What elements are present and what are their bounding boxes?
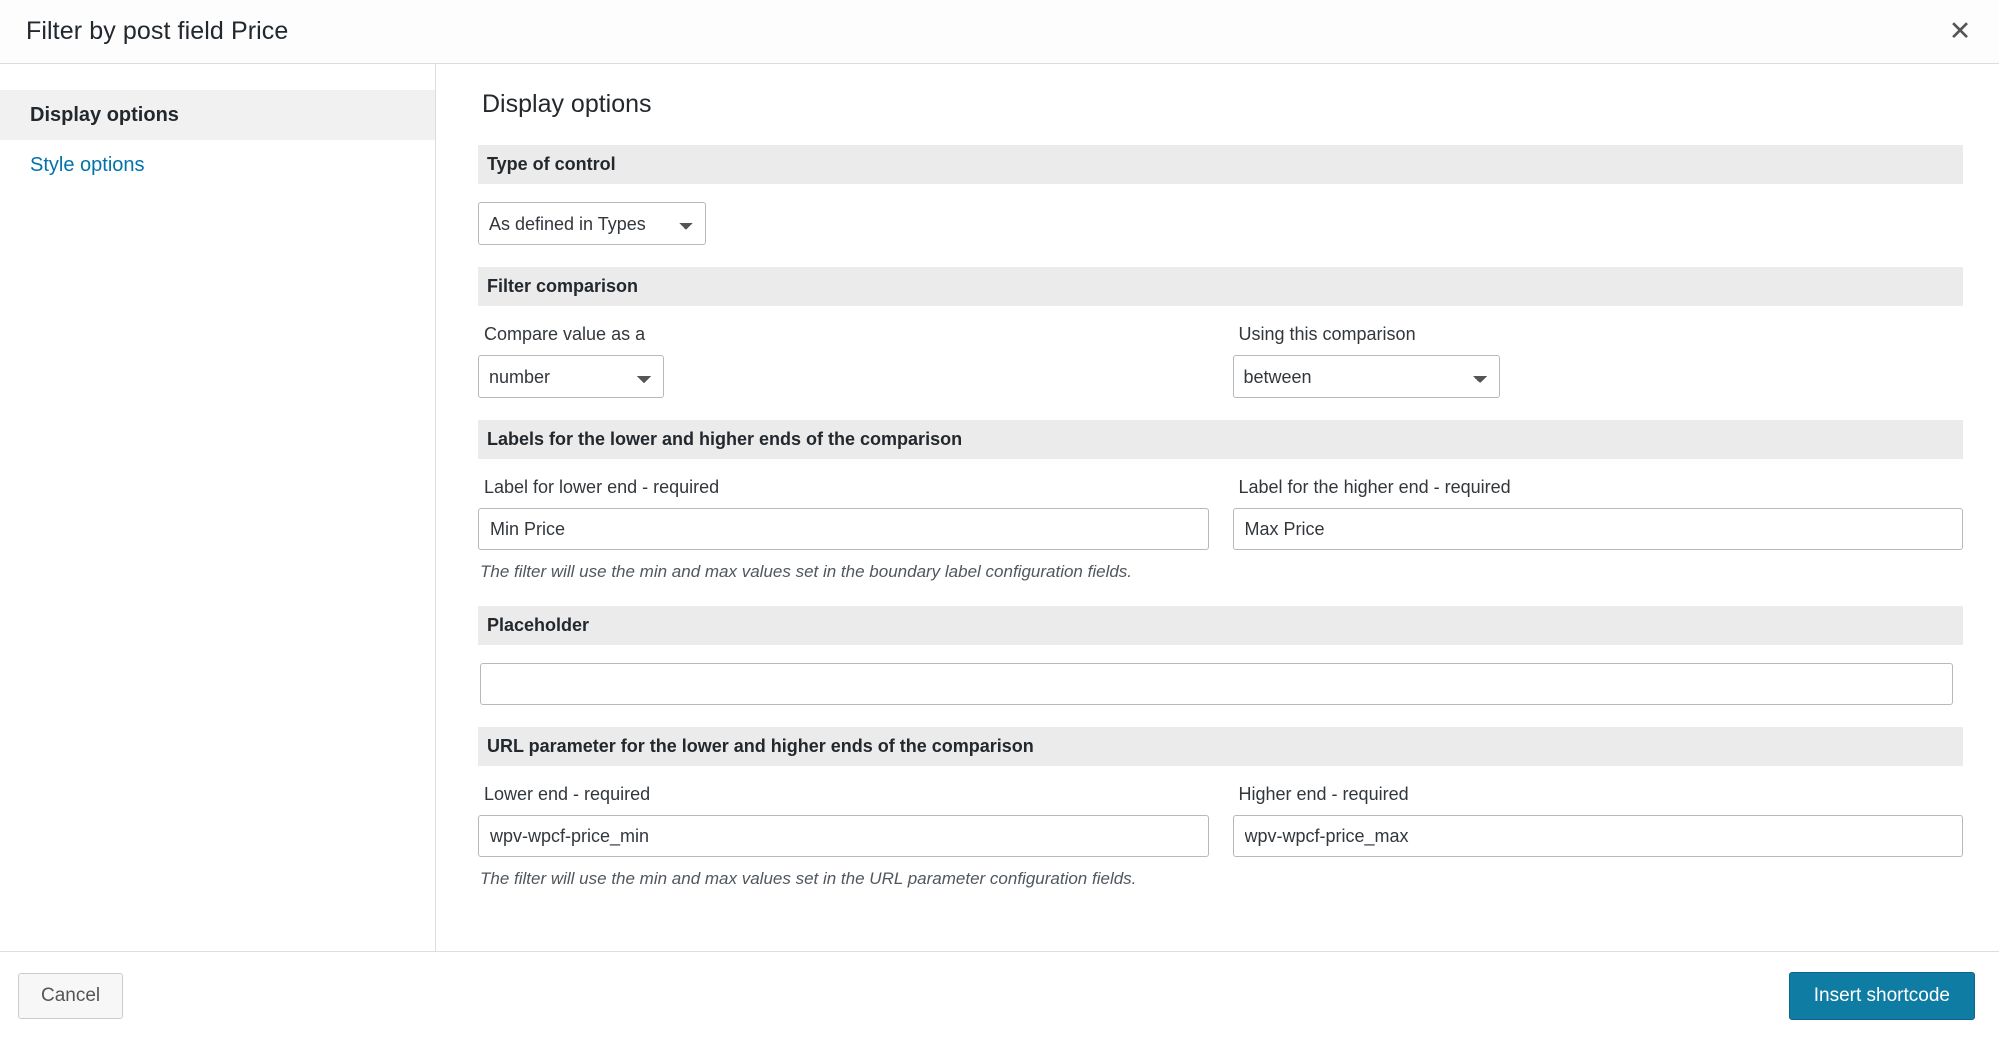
label-higher-end-field (1233, 477, 1964, 550)
labels-hint: The filter will use the min and max values set in the boundary label configuration fields. (480, 562, 1133, 581)
compare-value-as-field (478, 324, 1209, 398)
url-lower-end-field (478, 784, 1209, 857)
sidebar-item-label: Display options (30, 104, 179, 126)
url-higher-end-input[interactable] (1233, 815, 1964, 857)
cancel-button[interactable]: Cancel (18, 973, 123, 1019)
type-of-control-select[interactable] (478, 202, 706, 245)
section-heading-url-parameter: URL parameter for the lower and higher ends of the comparison (478, 727, 1963, 766)
modal-header (0, 0, 1999, 64)
using-comparison-label: Using this comparison (1238, 324, 1416, 344)
url-lower-end-input[interactable] (478, 815, 1209, 857)
modal-body (0, 64, 1999, 951)
section-heading-type-of-control: Type of control (478, 145, 1963, 184)
section-heading-filter-comparison: Filter comparison (478, 267, 1963, 306)
placeholder-input[interactable] (480, 663, 1953, 705)
insert-shortcode-button[interactable]: Insert shortcode (1789, 972, 1975, 1020)
url-parameter-hint: The filter will use the min and max values set in the URL parameter configuration fields. (480, 869, 1137, 888)
sidebar-item-style-options[interactable] (0, 140, 435, 190)
content-title: Display options (482, 90, 652, 118)
using-comparison-select[interactable] (1233, 355, 1500, 398)
url-higher-end-label: Higher end - required (1238, 784, 1409, 804)
compare-value-as-select[interactable] (478, 355, 664, 398)
label-lower-end-input[interactable] (478, 508, 1209, 550)
modal-footer (0, 951, 1999, 1039)
sidebar-item-display-options[interactable] (0, 90, 435, 140)
section-heading-labels: Labels for the lower and higher ends of the comparison (478, 420, 1963, 459)
page-title: Filter by post field Price (26, 17, 289, 45)
using-comparison-field (1233, 324, 1964, 398)
main-content (436, 64, 1999, 951)
label-higher-end-label: Label for the higher end - required (1238, 477, 1511, 497)
label-higher-end-input[interactable] (1233, 508, 1964, 550)
compare-value-as-label: Compare value as a (484, 324, 646, 344)
sidebar-item-label: Style options (30, 154, 145, 176)
url-lower-end-label: Lower end - required (484, 784, 651, 804)
url-higher-end-field (1233, 784, 1964, 857)
section-heading-placeholder: Placeholder (478, 606, 1963, 645)
label-lower-end-field (478, 477, 1209, 550)
sidebar (0, 64, 436, 951)
label-lower-end-label: Label for lower end - required (484, 477, 720, 497)
close-icon[interactable]: ✕ (1943, 15, 1977, 49)
